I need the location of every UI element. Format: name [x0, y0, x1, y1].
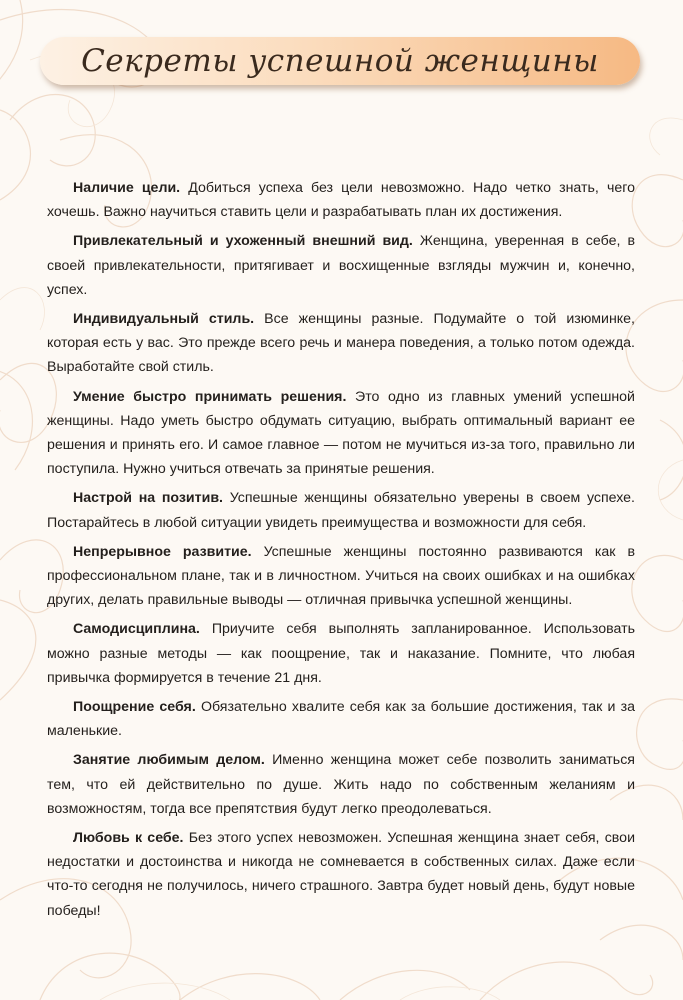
paragraph-heading: Самодисциплина.: [73, 621, 200, 638]
paragraph-text: Без этого успех невозможен. Успешная женщина знает себя, свои недостатки и достоинства и никогда не сомневается в собственных силах. Даже если что-то сегодня не получилось, ничего страшного. Завтра будет новый день, будут новые победы!: [47, 830, 635, 919]
paragraph: [47, 748, 635, 821]
paragraph: [47, 826, 635, 923]
paragraph: [47, 695, 635, 743]
paragraph-heading: Настрой на позитив.: [73, 490, 223, 507]
paragraph-text: Приучите себя выполнять запланированное. Использовать можно разные методы — как поощрение, так и наказание. Помните, что любая привычка формируется в течение 21 дня.: [47, 621, 635, 686]
paragraph-text: Добиться успеха без цели невозможно. Надо четко знать, чего хочешь. Важно научиться ставить цели и разрабатывать план их достижения.: [47, 180, 635, 221]
paragraph: [47, 540, 635, 613]
paragraph-text: Женщина, уверенная в себе, в своей привлекательности, притягивает и восхищенные взгляды мужчин и, конечно, успех.: [47, 233, 635, 298]
paragraph-heading: Индивидуальный стиль.: [73, 311, 255, 328]
paragraph-heading: Занятие любимым делом.: [73, 752, 265, 769]
paragraph-text: Успешные женщины обязательно уверены в своем успехе. Постарайтесь в любой ситуации увидеть преимущества и возможности для себя.: [47, 490, 636, 531]
paragraph-heading: Умение быстро принимать решения.: [73, 388, 347, 405]
paragraph-text: Именно женщина может себе позволить заниматься тем, что ей действительно по душе. Жить надо по собственным желаниям и возможностям, тогда все препятствия будут легко преодолеваться.: [47, 752, 635, 817]
paragraph: [47, 176, 635, 224]
title-banner: [40, 37, 640, 85]
paragraph: [47, 307, 635, 380]
paragraph: [47, 617, 635, 690]
article-body: [47, 176, 635, 928]
paragraph: [47, 385, 635, 482]
paragraph-heading: Наличие цели.: [73, 180, 181, 196]
page-title: Секреты успешной женщины: [81, 43, 599, 79]
paragraph-heading: Поощрение себя.: [73, 699, 196, 716]
paragraph-text: Обязательно хвалите себя как за большие достижения, так и за маленькие.: [47, 699, 635, 740]
paragraph-heading: Привлекательный и ухоженный внешний вид.: [73, 233, 413, 250]
paragraph-heading: Любовь к себе.: [73, 830, 184, 847]
paragraph-text: Это одно из главных умений успешной женщины. Надо уметь быстро обдумать ситуацию, выбрать оптимальный вариант ее решения и принять его. И самое главное — потом не мучиться из-за того, правильно ли поступила. Нужно учиться отвечать за принятые решения.: [47, 388, 635, 478]
paragraph: [47, 229, 635, 302]
paragraph-text: Все женщины разные. Подумайте о той изюминке, которая есть у вас. Это прежде всего речь и манера поведения, а только потом одежда. Выработайте свой стиль.: [47, 311, 635, 376]
paragraph-heading: Непрерывное развитие.: [73, 543, 252, 560]
paragraph-text: Успешные женщины постоянно развиваются как в профессиональном плане, так и в личностном. Учиться на своих ошибках и на ошибках других, делать правильные выводы — отличная привычка успешной женщины.: [47, 543, 635, 609]
paragraph: [47, 486, 635, 534]
